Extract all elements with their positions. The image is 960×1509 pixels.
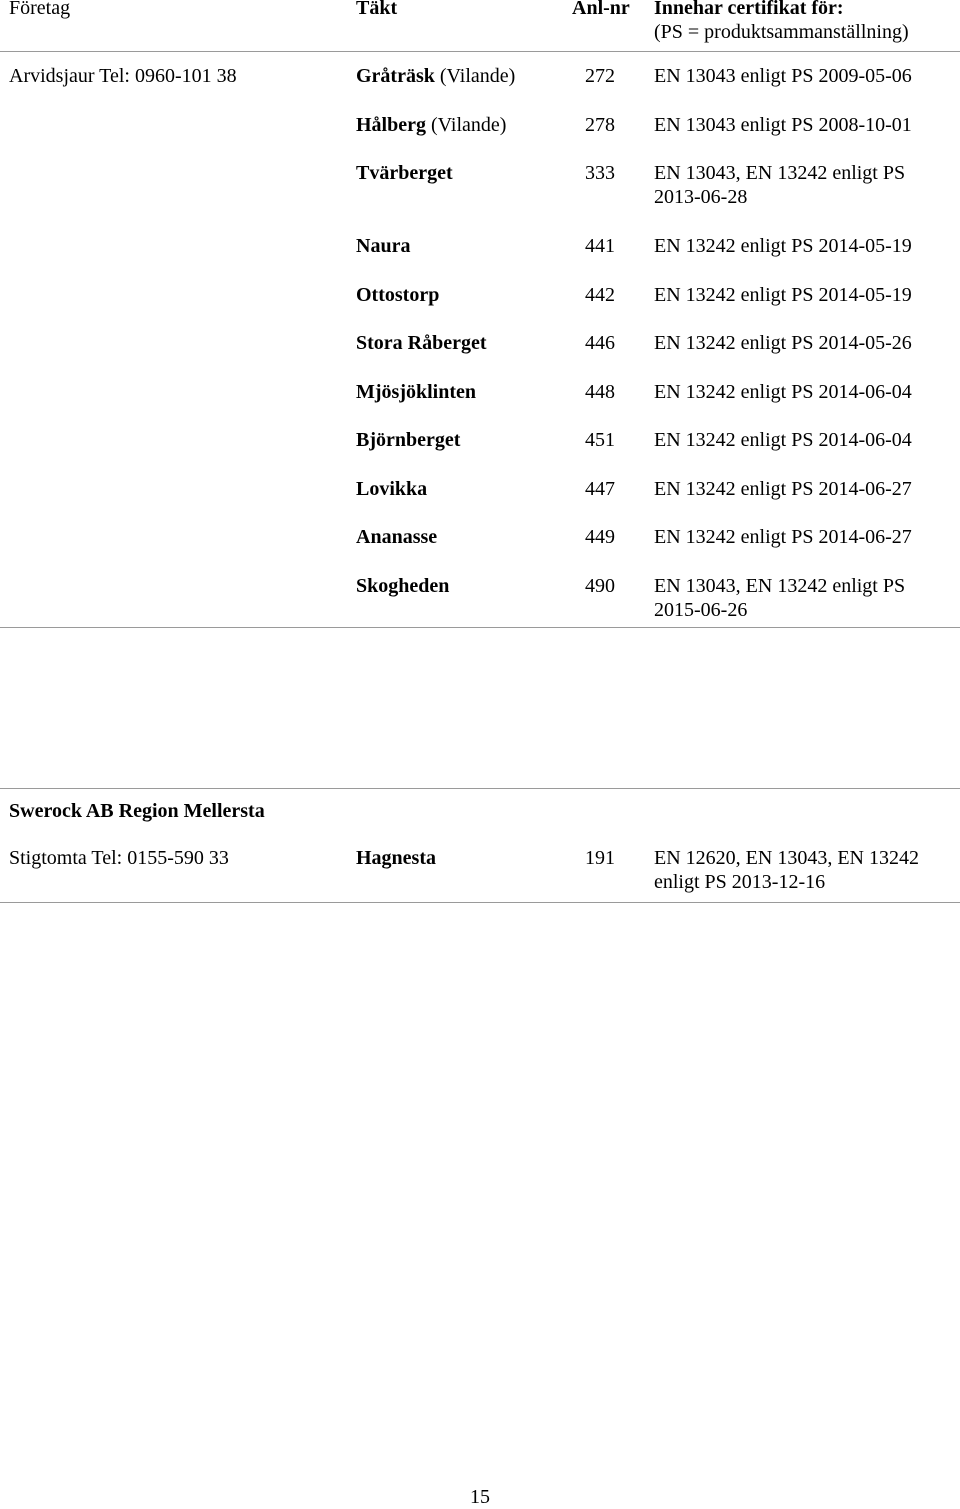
certificate-line-continued: 2013-06-28 xyxy=(654,186,748,208)
company-cell: Arvidsjaur Tel: 0960-101 38 xyxy=(9,65,237,87)
header-certificate: Innehar certifikat för: xyxy=(654,0,844,19)
quarry-name: Ottostorp xyxy=(356,284,440,306)
plant-number: 448 xyxy=(585,381,615,403)
quarry-name: Ananasse xyxy=(356,526,438,548)
certificate-line: EN 13242 enligt PS 2014-06-27 xyxy=(654,526,912,548)
quarry-name: Lovikka xyxy=(356,478,428,500)
plant-number: 449 xyxy=(585,526,615,548)
plant-number: 272 xyxy=(585,65,615,87)
plant-number: 441 xyxy=(585,235,615,257)
certificate-line: EN 13242 enligt PS 2014-05-26 xyxy=(654,332,912,354)
header-number: Anl-nr xyxy=(572,0,630,19)
quarry-name: Stora Råberget xyxy=(356,332,487,354)
section-rule xyxy=(0,788,960,789)
certificate-line: EN 13242 enligt PS 2014-06-04 xyxy=(654,381,912,403)
quarry-cell xyxy=(356,234,410,258)
page-number: 15 xyxy=(470,1486,490,1508)
header-quarry: Täkt xyxy=(356,0,398,19)
quarry-name: Tvärberget xyxy=(356,162,453,184)
quarry-cell xyxy=(356,161,453,185)
certificate-line: EN 12620, EN 13043, EN 13242 xyxy=(654,847,919,869)
quarry-cell xyxy=(356,113,506,137)
plant-number: 191 xyxy=(585,847,615,869)
certificate-line: EN 13043 enligt PS 2009-05-06 xyxy=(654,65,912,87)
plant-number: 490 xyxy=(585,575,615,597)
quarry-name: Hålberg xyxy=(356,114,426,136)
quarry-cell xyxy=(356,283,439,307)
quarry-cell xyxy=(356,64,515,88)
plant-number: 442 xyxy=(585,284,615,306)
quarry-cell xyxy=(356,574,449,598)
quarry-cell xyxy=(356,380,476,404)
certificate-line: EN 13242 enligt PS 2014-06-27 xyxy=(654,478,912,500)
quarry-status: (Vilande) xyxy=(426,114,507,136)
section-title: Swerock AB Region Mellersta xyxy=(9,800,265,822)
quarry-cell xyxy=(356,846,436,870)
header-rule xyxy=(0,51,960,52)
certificate-line: EN 13043 enligt PS 2008-10-01 xyxy=(654,114,912,136)
quarry-cell xyxy=(356,331,487,355)
header-company: Företag xyxy=(9,0,71,19)
quarry-cell xyxy=(356,525,437,549)
plant-number: 451 xyxy=(585,429,615,451)
quarry-name: Mjösjöklinten xyxy=(356,381,476,403)
certificate-line-continued: 2015-06-26 xyxy=(654,599,748,621)
quarry-name: Gråträsk xyxy=(356,65,435,87)
table-bottom-rule xyxy=(0,902,960,903)
quarry-status: (Vilande) xyxy=(434,65,516,87)
plant-number: 278 xyxy=(585,114,615,136)
header-certificate-note: (PS = produktsammanställning) xyxy=(654,21,909,43)
plant-number: 446 xyxy=(585,332,615,354)
certificate-line: EN 13043, EN 13242 enligt PS xyxy=(654,162,906,184)
quarry-name: Hagnesta xyxy=(356,847,436,869)
quarry-name: Björnberget xyxy=(356,429,461,451)
quarry-name: Skogheden xyxy=(356,575,450,597)
certificate-line: EN 13043, EN 13242 enligt PS xyxy=(654,575,906,597)
certificate-line-continued: enligt PS 2013-12-16 xyxy=(654,871,826,893)
certificate-line: EN 13242 enligt PS 2014-06-04 xyxy=(654,429,912,451)
plant-number: 447 xyxy=(585,478,615,500)
quarry-name: Naura xyxy=(356,235,411,257)
certificate-line: EN 13242 enligt PS 2014-05-19 xyxy=(654,235,912,257)
quarry-cell xyxy=(356,477,427,501)
quarry-cell xyxy=(356,428,460,452)
plant-number: 333 xyxy=(585,162,615,184)
certificate-line: EN 13242 enligt PS 2014-05-19 xyxy=(654,284,912,306)
table-bottom-rule xyxy=(0,627,960,628)
company-cell: Stigtomta Tel: 0155-590 33 xyxy=(9,847,229,869)
